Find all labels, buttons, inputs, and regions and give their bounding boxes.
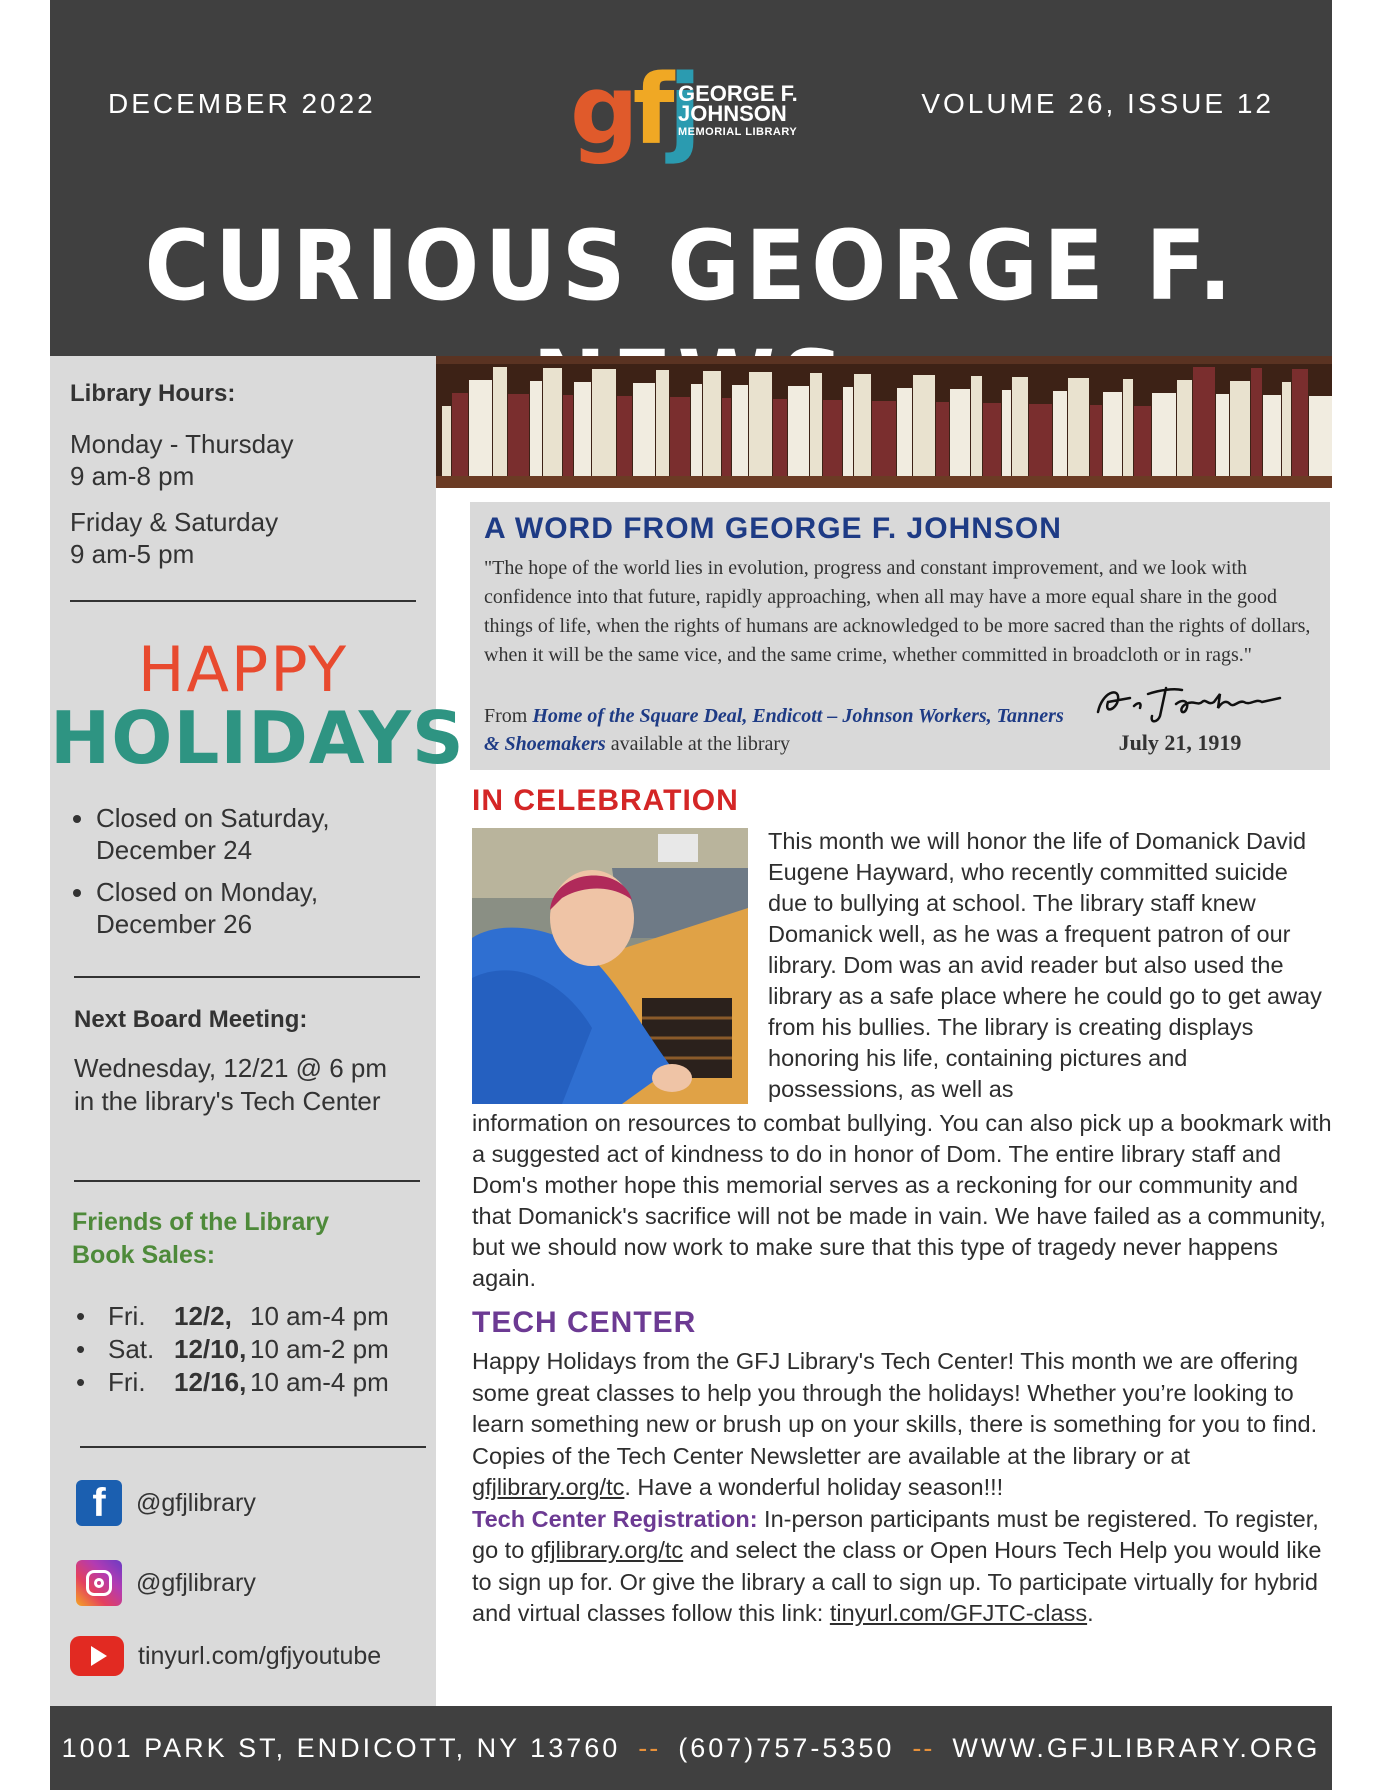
tech-paragraph-1-end: . Have a wonderful holiday season!!!: [624, 1474, 1004, 1500]
logo-line-1: GEORGE F.: [678, 81, 798, 106]
divider: [74, 1180, 420, 1182]
book-spine: [732, 385, 748, 476]
book-spine: [936, 402, 949, 476]
youtube-icon: [70, 1636, 124, 1676]
tech-center-title: TECH CENTER: [472, 1306, 697, 1339]
photo-illustration: [472, 828, 748, 1104]
facebook-icon: f: [76, 1480, 122, 1526]
book-spine: [1292, 369, 1308, 476]
celebration-title: IN CELEBRATION: [472, 784, 739, 817]
signature-date: July 21, 1919: [1118, 730, 1242, 755]
book-spine: [1251, 368, 1262, 476]
book-spine: [469, 380, 492, 476]
list-item: • Sat. 12/10, 10 am-2 pm: [76, 1334, 389, 1364]
quote-source: [484, 702, 1084, 758]
book-spine: [749, 372, 772, 476]
holidays-text: HOLIDAYS: [50, 696, 465, 780]
happy-text: HAPPY: [137, 633, 349, 706]
board-text: Wednesday, 12/21 @ 6 pm in the library's Tech Center: [74, 1053, 388, 1116]
book-spine: [633, 383, 655, 476]
book-spine: [897, 388, 912, 476]
closures-list: [76, 802, 406, 950]
sale-day: Sat.: [108, 1334, 155, 1364]
book-spine: [592, 369, 616, 476]
book-spine: [1263, 395, 1281, 476]
logo-line-3: MEMORIAL LIBRARY: [678, 126, 798, 138]
happy-holidays-graphic: [50, 633, 465, 780]
friends-title: Friends of the Library Book Sales:: [72, 1208, 329, 1269]
hours-title: Library Hours:: [70, 380, 236, 407]
book-spine: [843, 387, 853, 476]
book-spine: [1134, 406, 1151, 476]
book-spine: [971, 376, 982, 476]
sale-time: 10 am-4 pm: [250, 1367, 389, 1397]
sale-date: 12/10,: [174, 1334, 247, 1364]
facebook-handle[interactable]: @gfjlibrary: [136, 1488, 256, 1517]
book-spine: [617, 396, 632, 476]
section-title: A WORD FROM GEORGE F. JOHNSON: [484, 512, 1062, 545]
sidebar: [50, 356, 465, 1706]
instagram-icon: [76, 1560, 122, 1606]
book-spine: [1177, 380, 1192, 476]
bookshelf-image: [436, 356, 1332, 488]
book-spine: [1002, 390, 1011, 476]
book-spine: [1230, 381, 1250, 476]
celebration-text-full: information on resources to combat bullying. You can also pick up a bookmark with a suggested act of kindness to do in honor of Dom. The entire library staff and Dom's mother hope this memorial serves as a reckoning for our community and that Domanick's sacrifice will not be made in vain. We have failed as a community, but we should now work to make sure that this type of tragedy never happens again.: [472, 1110, 1332, 1291]
book-spine: [810, 373, 822, 476]
book-spine: [1216, 394, 1229, 476]
hours-weekday-days: Monday - Thursday: [70, 429, 294, 459]
book-spine: [823, 400, 842, 476]
registration-text-end: .: [1087, 1600, 1094, 1626]
hours-weekend-time: 9 am-5 pm: [70, 539, 195, 569]
logo-mark: gfj: [570, 54, 696, 166]
header: [50, 0, 1332, 356]
social-youtube[interactable]: [70, 1636, 381, 1676]
list-item: • Fri. 12/2, 10 am-4 pm: [76, 1301, 389, 1331]
sale-date: 12/16,: [174, 1367, 247, 1397]
word-from-gfj-section: [470, 502, 1330, 770]
book-spine: [1282, 382, 1291, 476]
book-spine: [773, 399, 787, 476]
book-spine: [1068, 378, 1089, 476]
masthead-title: CURIOUS GEORGE F.: [144, 210, 1238, 322]
sale-day: Fri.: [108, 1301, 146, 1331]
divider: [70, 600, 416, 602]
book-spine: [691, 384, 702, 476]
sale-day: Fri.: [108, 1367, 146, 1397]
book-spine: [1123, 379, 1133, 476]
book-spine: [656, 370, 669, 476]
divider: [74, 976, 420, 978]
book-spine: [1090, 405, 1102, 476]
footer-website[interactable]: WWW.GFJLIBRARY.ORG: [952, 1732, 1321, 1763]
book-spine: [1029, 404, 1052, 476]
book-spine: [1103, 392, 1122, 476]
book-spine: [530, 381, 542, 476]
footer: [50, 1706, 1332, 1790]
book-spine: [983, 403, 1001, 476]
social-instagram[interactable]: [76, 1560, 256, 1606]
book-spine: [574, 382, 591, 476]
youtube-link[interactable]: tinyurl.com/gfjyoutube: [138, 1641, 382, 1670]
registration-label: Tech Center Registration:: [472, 1505, 758, 1532]
source-book-title: Home of the Square Deal, Endicott – Johnson Workers, Tanners & Shoemakers: [484, 705, 1064, 755]
book-spine: [1012, 377, 1028, 476]
book-spine: [563, 395, 573, 476]
sale-time: 10 am-2 pm: [250, 1334, 389, 1364]
book-spine: [950, 389, 970, 476]
sale-time: 10 am-4 pm: [250, 1301, 389, 1331]
celebration-text-side: This month we will honor the life of Domanick David Eugene Hayward, who recently committed suicide due to bullying at school. The library staff knew Domanick well, as he was a frequent patron of our library. Dom was an avid reader but also used the library as a safe place where he could go to get away from his bullies. The library is creating displays honoring his life, containing pictures and possessions, as well as: [768, 828, 1322, 1102]
book-spine: [854, 374, 871, 476]
virtual-class-link[interactable]: tinyurl.com/GFJTC-class: [829, 1600, 1088, 1626]
footer-address: 1001 PARK ST, ENDICOTT, NY 13760: [61, 1732, 621, 1763]
registration-text-cont: and select the class or Open Hours Tech Help you would like to sign up for. Or give the library a call to sign up. To participate virtually for hybrid and virtual classes follow this link:: [472, 1537, 1322, 1626]
source-prefix: From: [484, 705, 528, 727]
hours-weekday-time: 9 am-8 pm: [70, 461, 195, 491]
tech-center-text: [472, 1346, 1332, 1630]
book-spine: [452, 393, 468, 476]
footer-separator: --: [912, 1732, 935, 1763]
book-spine: [913, 375, 935, 476]
registration-link[interactable]: gfjlibrary.org/tc: [530, 1537, 684, 1563]
book-spine: [442, 406, 451, 476]
tech-center-link[interactable]: gfjlibrary.org/tc: [472, 1474, 625, 1500]
list-item: • Fri. 12/16, 10 am-4 pm: [76, 1367, 389, 1397]
board-title: Next Board Meeting:: [74, 1006, 308, 1033]
list-item: • Closed on Saturday, December 24: [96, 802, 406, 866]
hours-weekday: [70, 428, 294, 492]
book-spine: [543, 368, 562, 476]
sale-date: 12/2,: [174, 1301, 232, 1331]
book-spine: [872, 401, 896, 476]
logo-text: [678, 81, 798, 140]
book-spine: [788, 386, 809, 476]
book-spine: [493, 367, 507, 476]
book-spine: [508, 394, 529, 476]
source-suffix: available at the library: [610, 733, 791, 755]
book-spine: [1053, 391, 1067, 476]
hours-weekend: [70, 506, 278, 570]
book-spine: [722, 398, 731, 476]
footer-separator: --: [638, 1732, 661, 1763]
footer-phone[interactable]: (607)757-5350: [678, 1732, 895, 1763]
hours-weekend-days: Friday & Saturday: [70, 507, 279, 537]
bookshelf-illustration: [436, 356, 1332, 488]
book-spine: [1309, 396, 1332, 476]
book-spine: [670, 397, 690, 476]
celebration-photo: [472, 828, 748, 1104]
registration-text: In-person participants must be registered. To register, go to: [472, 1505, 1319, 1563]
gfj-quote: "The hope of the world lies in evolution, progress and constant improvement, and we look with confidence into that future, rapidly approaching, when all may have a more equal share in the good things of life, when the rights of humans are acknowledged to be more sacred than the rights of dollars, when it will be the same vice, and the same crime, whether committed in broadcloth or in rags.": [484, 557, 1311, 666]
issue-date: DECEMBER 2022: [108, 88, 376, 119]
newsletter-page: [50, 0, 1332, 1790]
list-item: • Closed on Monday, December 26: [96, 876, 406, 940]
book-spine: [703, 371, 721, 476]
issue-volume: VOLUME 26, ISSUE 12: [921, 88, 1274, 119]
social-facebook[interactable]: [76, 1480, 256, 1526]
instagram-handle[interactable]: @gfjlibrary: [136, 1568, 256, 1597]
divider: [80, 1446, 426, 1448]
tech-paragraph-1: Happy Holidays from the GFJ Library's Tech Center! This month we are offering some great classes to help you through the holidays! Whether you’re looking to learn something new or brush up on your skills, there is something for you to find. Copies of the Tech Center Newsletter are available at the library or at: [472, 1348, 1318, 1469]
logo-line-2: JOHNSON: [678, 101, 787, 126]
gfj-signature: [1090, 672, 1290, 730]
book-spine: [1152, 393, 1176, 476]
book-spine: [1193, 367, 1215, 476]
book-sales-list: [76, 1300, 389, 1399]
library-logo[interactable]: [570, 54, 820, 166]
